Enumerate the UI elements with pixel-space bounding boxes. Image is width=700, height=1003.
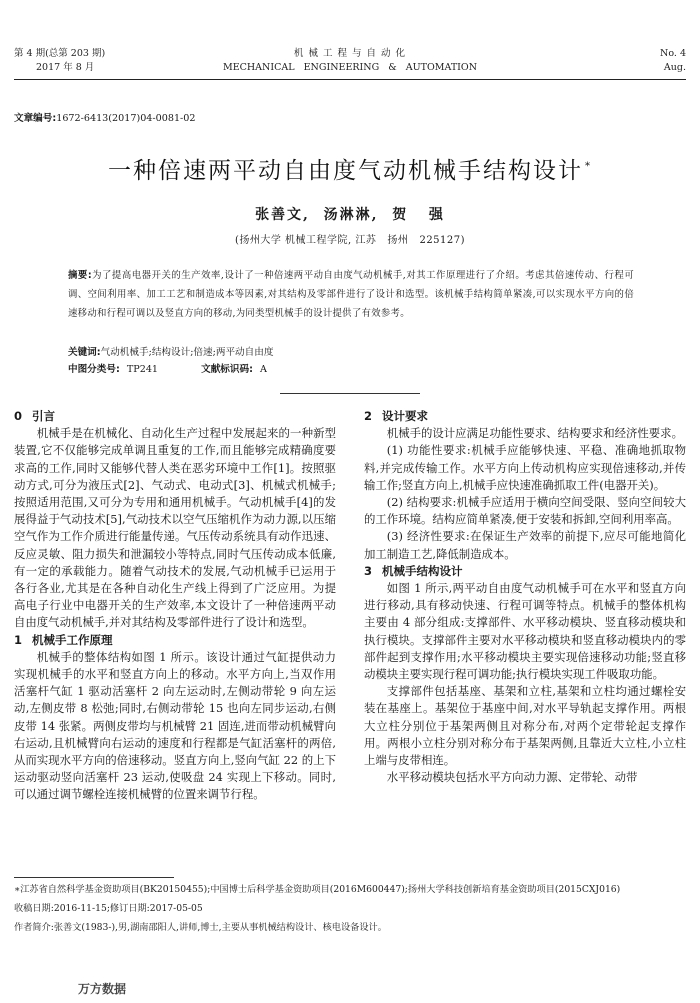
footnotes	[14, 880, 686, 937]
affiliation: (扬州大学 机械工程学院, 江苏 扬州 225127)	[234, 235, 466, 246]
journal-name-cn: 机 械 工 程 与 自 动 化	[293, 48, 407, 59]
issue-number-en: No. 4	[660, 48, 686, 59]
paragraph: 机械手的设计应满足功能性要求、结构要求和经济性要求。	[386, 426, 683, 441]
footnote-divider	[14, 877, 174, 878]
abstract-label: 摘要:	[68, 270, 92, 281]
section-heading-requirements: 2 设计要求	[364, 409, 429, 423]
authors: 张善文, 汤淋淋, 贺 强	[255, 207, 445, 223]
paragraph: 水平移动模块包括水平方向动力源、定带轮、动带	[386, 770, 638, 785]
issue-info-en	[606, 47, 686, 75]
section-heading-structure: 3 机械手结构设计	[364, 563, 463, 578]
issue-number: 第 4 期(总第 203 期)	[14, 48, 106, 59]
journal-name-en: MECHANICAL ENGINEERING & AUTOMATION	[222, 62, 478, 73]
title-footnote-mark: *	[585, 161, 592, 173]
paper-title-text: 一种倍速两平动自由度气动机械手结构设计	[108, 158, 583, 184]
abstract-text: 为了提高电器开关的生产效率,设计了一种倍速两平动自由度气动机械手,对其工作原理进行了介绍。考虑其倍速传动、行程可调、空间利用率、加工工艺和制造成本等因素,对其结构及零部件进行了设计和选型。该机械手结构简单紧凑,可以实现水平方向的倍速移动和行程可调以及竖直方向的移动,为同类型机械手的设计提供了有效参考。	[68, 270, 634, 320]
article-number-label: 文章编号:	[14, 113, 57, 124]
paragraph: (1) 功能性要求:机械手应能够快速、平稳、准确地抓取物料,并完成传输工作。水平方向上传动机构应实现倍速移动,并传输工作;竖直方向上,机械手应快速准确抓取工件(电器开关)。	[364, 443, 686, 492]
received-date: 收稿日期:2016-11-15;修订日期:2017-05-05	[14, 903, 203, 914]
keywords-text: 气动机械手;结构设计;倍速;两平动自由度	[100, 347, 274, 358]
journal-name	[150, 47, 550, 75]
paragraph: 如图 1 所示,两平动自由度气动机械手可在水平和竖直方向进行移动,具有移动快速、行程可调等特点。机械手的整体机构主要由 4 部分组成:支撑部件、水平移动模块、竖直移动模块和执行模块。支撑部件主要对水平移动模块和竖直移动模块内的零部件起到支撑作用;水平移动模块主要实现倍速移动功能;竖直移动模块主要实现行程可调功能;执行模块实现工件吸取功能。	[364, 581, 686, 682]
clc-label: 中图分类号:	[68, 364, 120, 375]
paragraph: 支撑部件包括基座、基架和立柱,基架和立柱均通过螺栓安装在基座上。基架位于基座中间,对水平导轨起支撑作用。两根大立柱分别位于基架两侧且对称分布,对两个定带轮起支撑作用。两根小立柱分别对称分布于基架两侧,且靠近大立柱,小立柱上端与皮带相连。	[364, 684, 686, 768]
abstract	[68, 266, 634, 324]
doc-code-value: A	[259, 364, 267, 375]
funding-note: ∗江苏省自然科学基金资助项目(BK20150455);中国博士后科学基金资助项目(2016M600447);扬州大学科技创新培育基金资助项目(2015CXJ016)	[14, 884, 621, 895]
paragraph: 机械手是在机械化、自动化生产过程中发展起来的一种新型装置,它不仅能够完成单调且重复的工作,而且能够完成精确度要求高的工作,同时又能够代替人类在恶劣环境中工作[1]。按照驱动方式,可分为液压式[2]、气动式、电动式[3]、机械式机械手;按照适用范围,又可分为专用和通用机械手。气动机械手[4]的发展得益于气动技术[5],气动技术以空气压缩机作为动力源,以压缩空气作为工作介质进行能量传递。气压传动系统具有动作迅速、反应灵敏、阻力损失和泄漏较小等特点,同时气压传动成本低廉,有一定的承载能力。随着气动技术的发展,气动机械手已运用于各行各业,尤其是在各种自动化生产线上得到了广泛应用。为提高电子行业中电器开关的生产效率,本文设计了一种倍速两平动自由度气动机械手,并对其结构及零部件进行了设计和选型。	[14, 426, 336, 630]
section-heading-intro: 0 引言	[14, 409, 56, 423]
issue-month-en: Aug.	[663, 62, 686, 73]
abstract-divider	[280, 393, 420, 394]
left-column	[14, 408, 336, 804]
paragraph: (2) 结构要求:机械手应适用于横向空间受限、竖向空间较大的工作环境。结构应简单紧凑,便于安装和拆卸,空间利用率高。	[364, 495, 686, 527]
article-number	[14, 110, 196, 124]
doc-code-label: 文献标识码:	[201, 364, 253, 375]
issue-date: 2017 年 8 月	[36, 62, 95, 73]
watermark: 万方数据	[78, 982, 127, 996]
right-column	[364, 408, 686, 786]
classification	[68, 362, 267, 378]
issue-info	[14, 47, 154, 75]
header-rule	[14, 79, 686, 80]
keywords-label: 关键词:	[68, 347, 101, 358]
paper-title	[0, 152, 700, 185]
article-number-value: 1672-6413(2017)04-0081-02	[56, 113, 196, 124]
section-heading-principle: 1 机械手工作原理	[14, 632, 113, 647]
author-intro: 作者简介:张善文(1983-),男,湖南邵阳人,讲师,博士,主要从事机械结构设计、核电设备设计。	[14, 922, 387, 933]
keywords	[68, 345, 273, 361]
paragraph: 机械手的整体结构如图 1 所示。该设计通过气缸提供动力实现机械手的水平和竖直方向上的移动。水平方向上,当双作用活塞杆气缸 1 驱动活塞杆 2 向左运动时,左侧动带轮 9 向左运动,左侧皮带 8 松弛;同时,右侧动带轮 15 也向左同步运动,右侧皮带 14 张紧。两侧皮带均与机械臂 21 固连,进而带动机械臂向右运动,且机械臂向右运动的速度和行程都是气缸活塞杆的两倍,从而实现水平方向的倍速移动。竖直方向上,竖向气缸 22 的上下运动驱动竖向活塞杆 23 运动,使吸盘 24 实现上下移动。同时,可以通过调节螺栓连接机械臂的位置来调节行程。	[14, 649, 336, 802]
paragraph: (3) 经济性要求:在保证生产效率的前提下,应尽可能地简化加工制造工艺,降低制造成本。	[364, 529, 686, 561]
clc-value: TP241	[126, 364, 159, 375]
